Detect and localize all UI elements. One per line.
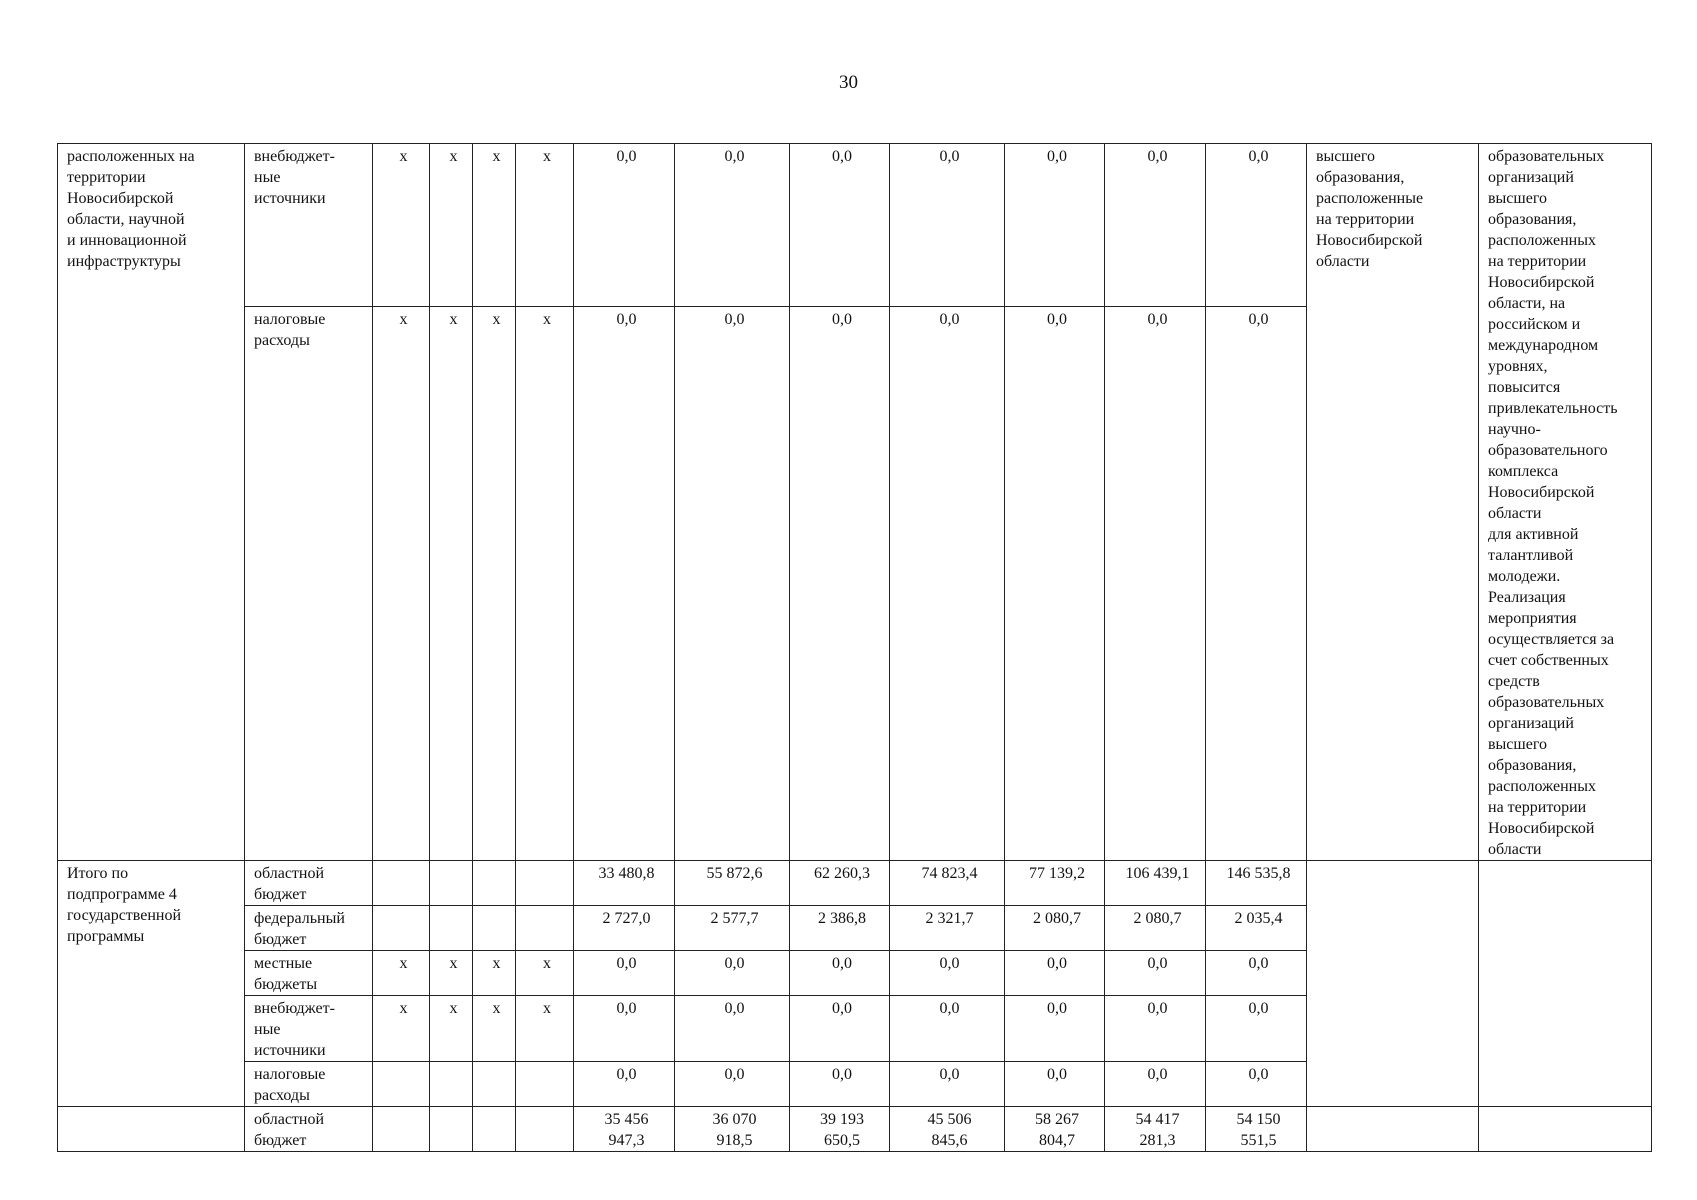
code-cell [473,1107,516,1152]
funding-source-cell: федеральный бюджет [245,906,373,951]
value-cell: 0,0 [1105,1062,1206,1107]
executor-cell: высшего образования, расположенные на территории Новосибирской области [1307,144,1479,861]
total-label-cell: Итого по подпрограмме 4 государственной программы [58,861,245,1107]
value-cell: 0,0 [890,144,1005,307]
code-cell [373,861,430,906]
value-cell: 55 872,6 [675,861,790,906]
value-cell: 0,0 [574,996,675,1062]
value-cell: 0,0 [1105,951,1206,996]
value-cell: 0,0 [675,307,790,861]
value-cell: 0,0 [790,307,890,861]
value-cell: 62 260,3 [790,861,890,906]
value-cell: 106 439,1 [1105,861,1206,906]
value-cell: 0,0 [1105,307,1206,861]
code-cell [430,906,473,951]
value-cell: 74 823,4 [890,861,1005,906]
value-cell: 0,0 [574,144,675,307]
funding-source-cell: внебюджет- ные источники [245,144,373,307]
code-cell: x [373,951,430,996]
code-cell: x [473,307,516,861]
program-funding-table [57,143,1652,1152]
value-cell: 0,0 [574,951,675,996]
executor-cell [1307,1107,1479,1152]
value-cell: 0,0 [1206,996,1307,1062]
code-cell: x [373,307,430,861]
code-cell [373,906,430,951]
value-cell: 0,0 [790,996,890,1062]
value-cell: 0,0 [790,1062,890,1107]
value-cell: 2 080,7 [1005,906,1105,951]
funding-source-cell: областной бюджет [245,1107,373,1152]
value-cell: 2 035,4 [1206,906,1307,951]
value-cell: 0,0 [1005,307,1105,861]
value-cell: 146 535,8 [1206,861,1307,906]
funding-source-cell: налоговые расходы [245,1062,373,1107]
code-cell: x [473,951,516,996]
code-cell [430,861,473,906]
code-cell: x [516,951,574,996]
code-cell: x [516,996,574,1062]
value-cell: 0,0 [790,951,890,996]
funding-source-cell: местные бюджеты [245,951,373,996]
value-cell: 0,0 [574,307,675,861]
table-row [58,144,1652,307]
code-cell: x [430,996,473,1062]
code-cell: x [516,307,574,861]
value-cell: 0,0 [1105,996,1206,1062]
value-cell: 36 070 918,5 [675,1107,790,1152]
value-cell: 2 080,7 [1105,906,1206,951]
code-cell [373,1062,430,1107]
value-cell: 0,0 [1206,1062,1307,1107]
event-name-cell: расположенных на территории Новосибирской области, научной и инновационной инфраструктуры [58,144,245,861]
code-cell: x [516,144,574,307]
value-cell: 45 506 845,6 [890,1107,1005,1152]
value-cell: 0,0 [1005,996,1105,1062]
expected-result-cell [1479,1107,1652,1152]
table-row [58,861,1652,906]
code-cell [473,906,516,951]
value-cell: 54 150 551,5 [1206,1107,1307,1152]
page-number: 30 [839,72,858,93]
code-cell: x [373,144,430,307]
value-cell: 39 193 650,5 [790,1107,890,1152]
value-cell: 0,0 [1005,951,1105,996]
value-cell: 2 386,8 [790,906,890,951]
value-cell: 0,0 [890,1062,1005,1107]
value-cell: 0,0 [675,951,790,996]
code-cell [373,1107,430,1152]
value-cell: 0,0 [1005,144,1105,307]
value-cell: 0,0 [790,144,890,307]
expected-result-cell [1479,861,1652,1107]
code-cell [516,1107,574,1152]
value-cell: 35 456 947,3 [574,1107,675,1152]
code-cell: x [430,307,473,861]
executor-cell [1307,861,1479,1107]
value-cell: 2 727,0 [574,906,675,951]
value-cell: 33 480,8 [574,861,675,906]
expected-result-cell: образовательных организаций высшего образования, расположенных на территории Новосибирской области, на российском и международном уровнях, повысится привлекательность научно- образовательного комплекса Новосибирской области для активной талантливой молодежи. Реализация мероприятия осуществляется за счет собственных средств образовательных организаций высшего образования, расположенных на территории Новосибирской области [1479,144,1652,861]
funding-source-cell: внебюджет- ные источники [245,996,373,1062]
value-cell: 58 267 804,7 [1005,1107,1105,1152]
value-cell: 0,0 [675,144,790,307]
code-cell: x [430,144,473,307]
value-cell: 0,0 [1206,951,1307,996]
funding-source-cell: налоговые расходы [245,307,373,861]
value-cell: 0,0 [1206,144,1307,307]
total-label-cell [58,1107,245,1152]
value-cell: 0,0 [890,996,1005,1062]
code-cell: x [473,144,516,307]
value-cell: 0,0 [890,951,1005,996]
code-cell [473,861,516,906]
value-cell: 54 417 281,3 [1105,1107,1206,1152]
value-cell: 0,0 [1206,307,1307,861]
code-cell: x [473,996,516,1062]
funding-source-cell: областной бюджет [245,861,373,906]
value-cell: 0,0 [1105,144,1206,307]
value-cell: 0,0 [890,307,1005,861]
value-cell: 0,0 [1005,1062,1105,1107]
code-cell [516,1062,574,1107]
value-cell: 0,0 [675,996,790,1062]
value-cell: 77 139,2 [1005,861,1105,906]
code-cell: x [430,951,473,996]
code-cell [516,906,574,951]
code-cell [516,861,574,906]
code-cell [430,1107,473,1152]
value-cell: 0,0 [574,1062,675,1107]
code-cell [473,1062,516,1107]
value-cell: 0,0 [675,1062,790,1107]
table-row [58,1107,1652,1152]
value-cell: 2 577,7 [675,906,790,951]
code-cell [430,1062,473,1107]
code-cell: x [373,996,430,1062]
value-cell: 2 321,7 [890,906,1005,951]
